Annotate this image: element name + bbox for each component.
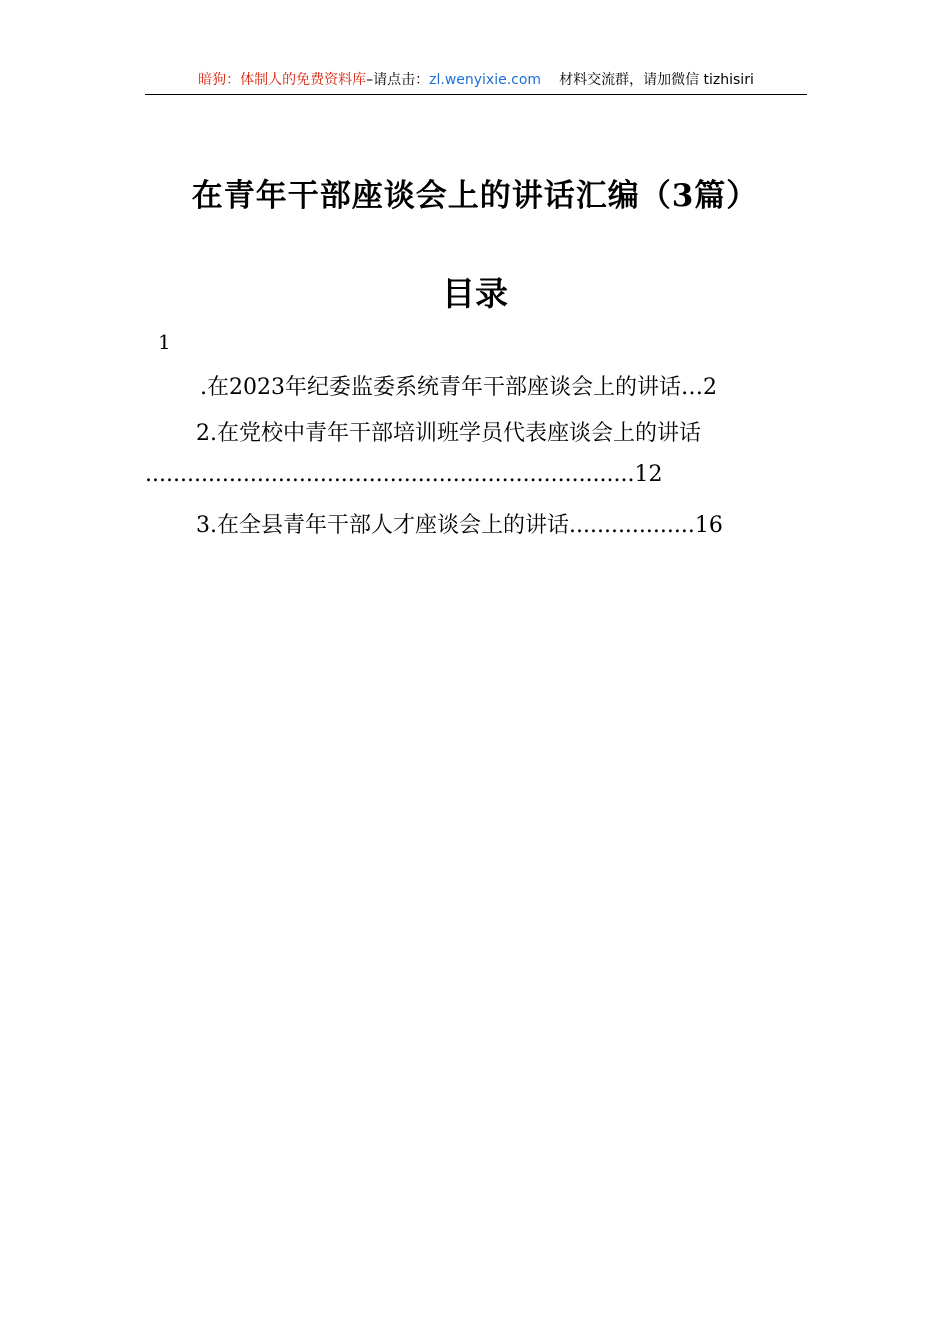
header-url-link[interactable]: zl.wenyixie.com: [429, 72, 542, 88]
header-contact: 材料交流群，请加微信 tizhisiri: [559, 72, 754, 88]
header-click-label: 请点击：: [373, 72, 430, 88]
toc-entry-1[interactable]: .在2023年纪委监委系统青年干部座谈会上的讲话…2: [200, 375, 717, 400]
header-dash: –: [366, 72, 374, 88]
toc-entry-2[interactable]: 2.在党校中青年干部培训班学员代表座谈会上的讲话: [196, 421, 701, 446]
toc-heading: 目录: [442, 274, 508, 313]
toc-entry-3[interactable]: 3.在全县青年干部人才座谈会上的讲话..................16: [196, 513, 723, 538]
page-header: [145, 70, 807, 95]
toc-stray-number: 1: [158, 330, 171, 354]
toc-entry-2-page[interactable]: ......................................................................12: [145, 462, 663, 487]
header-brand: 暗狗：体制人的免费资料库: [198, 72, 367, 88]
document-title: 在青年干部座谈会上的讲话汇编（3篇）: [191, 178, 759, 214]
